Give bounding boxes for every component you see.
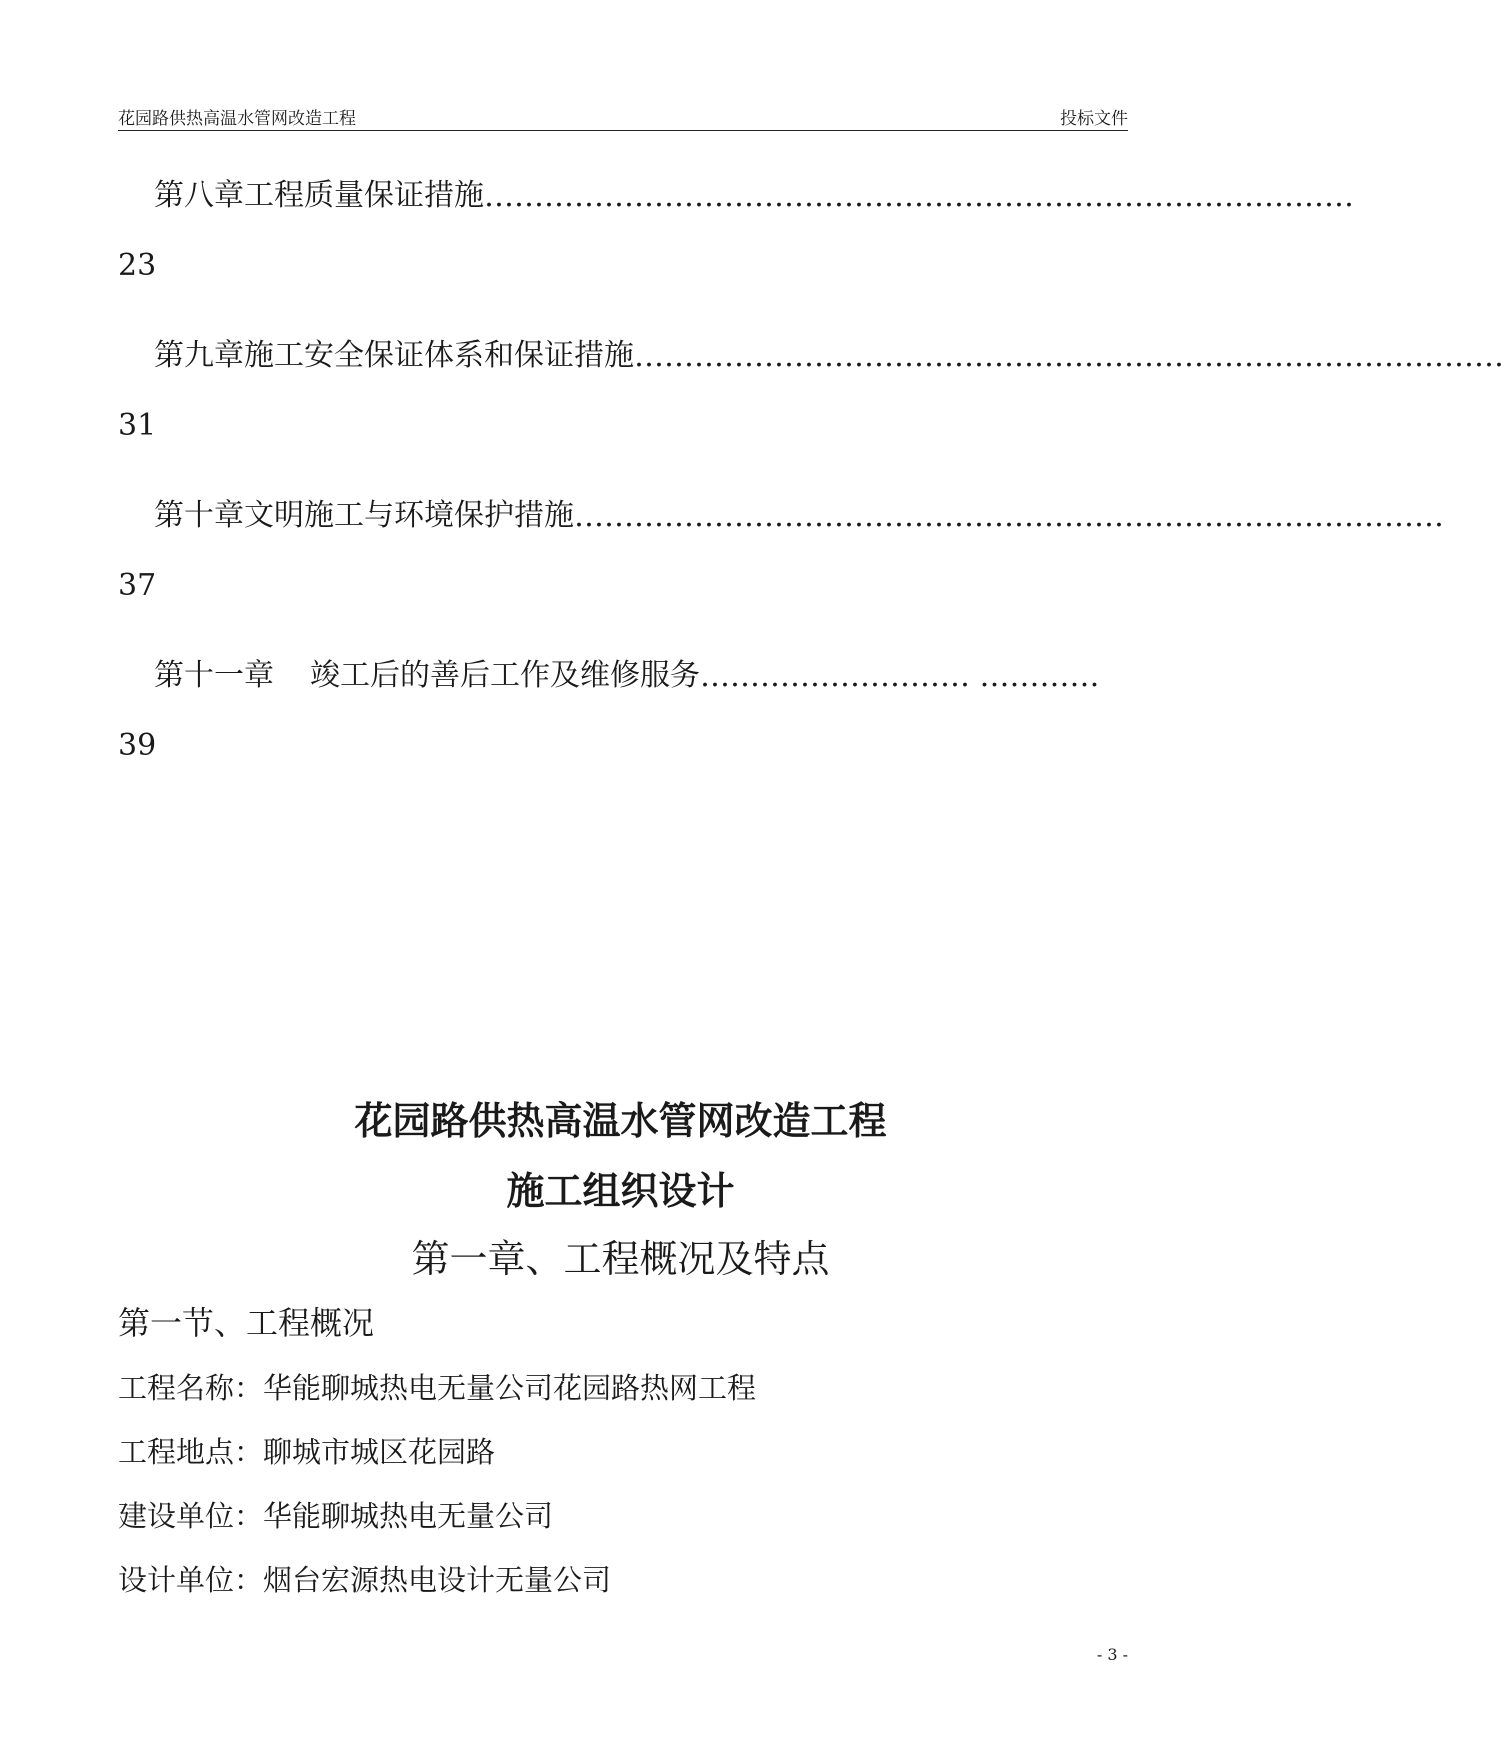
document-subtitle: 施工组织设计	[506, 1168, 735, 1213]
toc-chapter-title: 工程质量保证措施	[244, 178, 484, 213]
toc-leader-dots: ……………………………………………………………………………	[574, 499, 1444, 534]
section-heading: 第一节、工程概况	[118, 1304, 375, 1342]
page-header	[118, 104, 1128, 131]
header-document-type: 投标文件	[1060, 109, 1128, 129]
toc-chapter-number: 第十章	[154, 498, 244, 533]
toc-entry-chapter-10[interactable]	[118, 494, 1444, 534]
toc-leader-dots: ……………………………………………………………………………	[634, 339, 1504, 374]
document-title: 花园路供热高温水管网改造工程	[354, 1098, 887, 1143]
toc-entry-chapter-9[interactable]	[118, 334, 1504, 374]
toc-entry-chapter-8[interactable]	[118, 174, 1354, 214]
toc-page-number: 37	[118, 568, 157, 603]
header-project-name: 花园路供热高温水管网改造工程	[118, 109, 356, 129]
chapter-heading: 第一章、工程概况及特点	[411, 1237, 830, 1281]
toc-chapter-number: 第八章	[154, 178, 244, 213]
toc-page-number: 39	[118, 728, 157, 763]
toc-chapter-title: 竣工后的善后工作及维修服务	[310, 658, 700, 693]
info-construction-unit: 建设单位：华能聊城热电无量公司	[118, 1499, 554, 1533]
toc-page-number: 31	[118, 408, 157, 443]
toc-chapter-title: 施工安全保证体系和保证措施	[244, 338, 634, 373]
info-project-location: 工程地点：聊城市城区花园路	[118, 1435, 496, 1469]
page-number: - 3 -	[1096, 1645, 1128, 1664]
toc-leader-dots: ……………………… …………	[700, 659, 1100, 694]
toc-chapter-number: 第九章	[154, 338, 244, 373]
info-design-unit: 设计单位：烟台宏源热电设计无量公司	[118, 1563, 612, 1597]
toc-page-number: 23	[118, 248, 157, 283]
toc-chapter-title: 文明施工与环境保护措施	[244, 498, 574, 533]
info-project-name: 工程名称：华能聊城热电无量公司花园路热网工程	[118, 1371, 757, 1405]
toc-leader-dots: ……………………………………………………………………………	[484, 179, 1354, 214]
toc-chapter-number: 第十一章	[154, 658, 274, 693]
toc-entry-chapter-11[interactable]	[118, 654, 1128, 694]
